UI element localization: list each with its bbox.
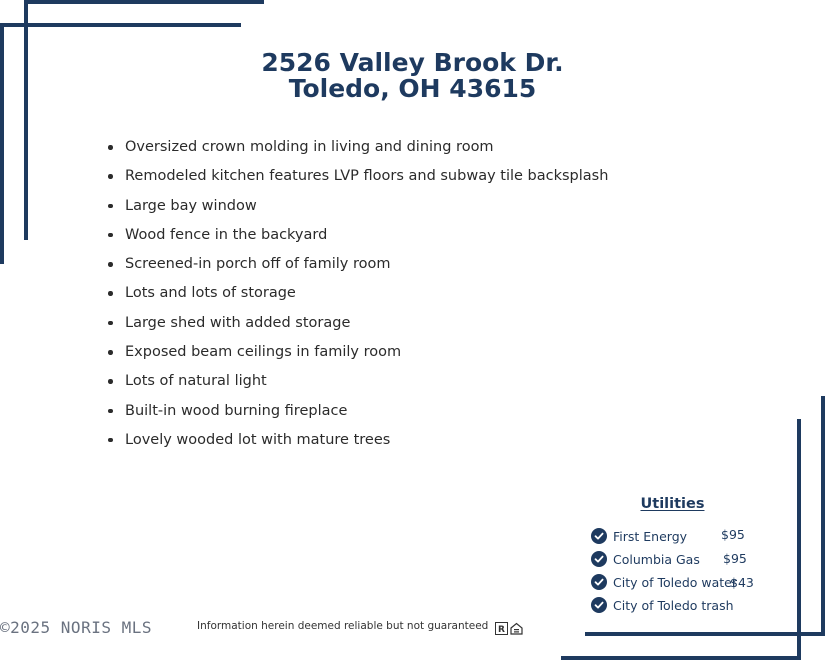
svg-text:R: R	[498, 625, 505, 635]
bullet-icon	[108, 438, 113, 443]
bullet-icon	[108, 379, 113, 384]
address-city: Toledo, OH 43615	[288, 74, 537, 103]
disclaimer-text: Information herein deemed reliable but not guaranteed	[197, 620, 489, 632]
frame-line-right-inner	[797, 419, 801, 660]
check-circle-icon	[591, 597, 607, 613]
feature-text: Built-in wood burning fireplace	[125, 402, 348, 419]
list-item	[105, 311, 608, 340]
list-item	[105, 340, 608, 369]
frame-line-bottom-outer	[585, 632, 825, 636]
list-item	[105, 164, 608, 193]
utility-amount: $95	[721, 526, 745, 542]
bullet-icon	[108, 174, 113, 179]
feature-text: Large bay window	[125, 197, 257, 214]
bullet-icon	[108, 350, 113, 355]
utilities-heading: Utilities	[640, 496, 705, 512]
list-item	[105, 252, 608, 281]
utility-name: First Energy	[613, 528, 688, 544]
feature-text: Wood fence in the backyard	[125, 226, 328, 243]
bullet-icon	[108, 204, 113, 209]
list-item	[105, 399, 608, 428]
frame-line-right-outer	[821, 396, 825, 636]
feature-text: Exposed beam ceilings in family room	[125, 344, 402, 361]
page-title	[0, 50, 825, 102]
utility-row-columbia-gas	[591, 549, 700, 569]
list-item	[105, 428, 608, 457]
utility-row-water	[591, 572, 737, 592]
frame-line-bottom-inner	[561, 656, 801, 660]
list-item	[105, 281, 608, 310]
bullet-icon	[108, 291, 113, 296]
frame-line-top-outer	[24, 0, 264, 4]
feature-text: Remodeled kitchen features LVP floors and subway tile backsplash	[125, 168, 609, 185]
list-item	[105, 135, 608, 164]
check-circle-icon	[591, 551, 607, 567]
feature-text: Lovely wooded lot with mature trees	[125, 431, 391, 448]
utility-name: Columbia Gas	[613, 551, 700, 567]
utility-row-trash	[591, 595, 734, 615]
bullet-icon	[108, 262, 113, 267]
list-item	[105, 369, 608, 398]
equal-housing-icon	[510, 620, 523, 639]
address-street: 2526 Valley Brook Dr.	[261, 48, 564, 77]
frame-line-left-outer	[24, 0, 28, 240]
list-item	[105, 194, 608, 223]
feature-list	[105, 135, 608, 457]
utility-name: City of Toledo trash	[613, 597, 734, 613]
utility-amount: $43	[730, 574, 754, 590]
realtor-logo-icon	[495, 620, 508, 639]
bullet-icon	[108, 145, 113, 150]
utility-row-first-energy	[591, 526, 687, 546]
check-circle-icon	[591, 574, 607, 590]
feature-text: Large shed with added storage	[125, 314, 351, 331]
bullet-icon	[108, 409, 113, 414]
utility-amount: $95	[723, 550, 747, 566]
copyright-text: ©2025 NORIS MLS	[0, 618, 152, 637]
feature-text: Oversized crown molding in living and dining room	[125, 139, 494, 155]
frame-line-top-inner	[0, 23, 241, 27]
feature-text: Lots of natural light	[125, 373, 267, 390]
feature-text: Screened-in porch off of family room	[125, 256, 391, 273]
bullet-icon	[108, 321, 113, 326]
check-circle-icon	[591, 528, 607, 544]
utility-name: City of Toledo water	[613, 574, 737, 590]
list-item	[105, 223, 608, 252]
bullet-icon	[108, 233, 113, 238]
feature-text: Lots and lots of storage	[125, 285, 296, 302]
